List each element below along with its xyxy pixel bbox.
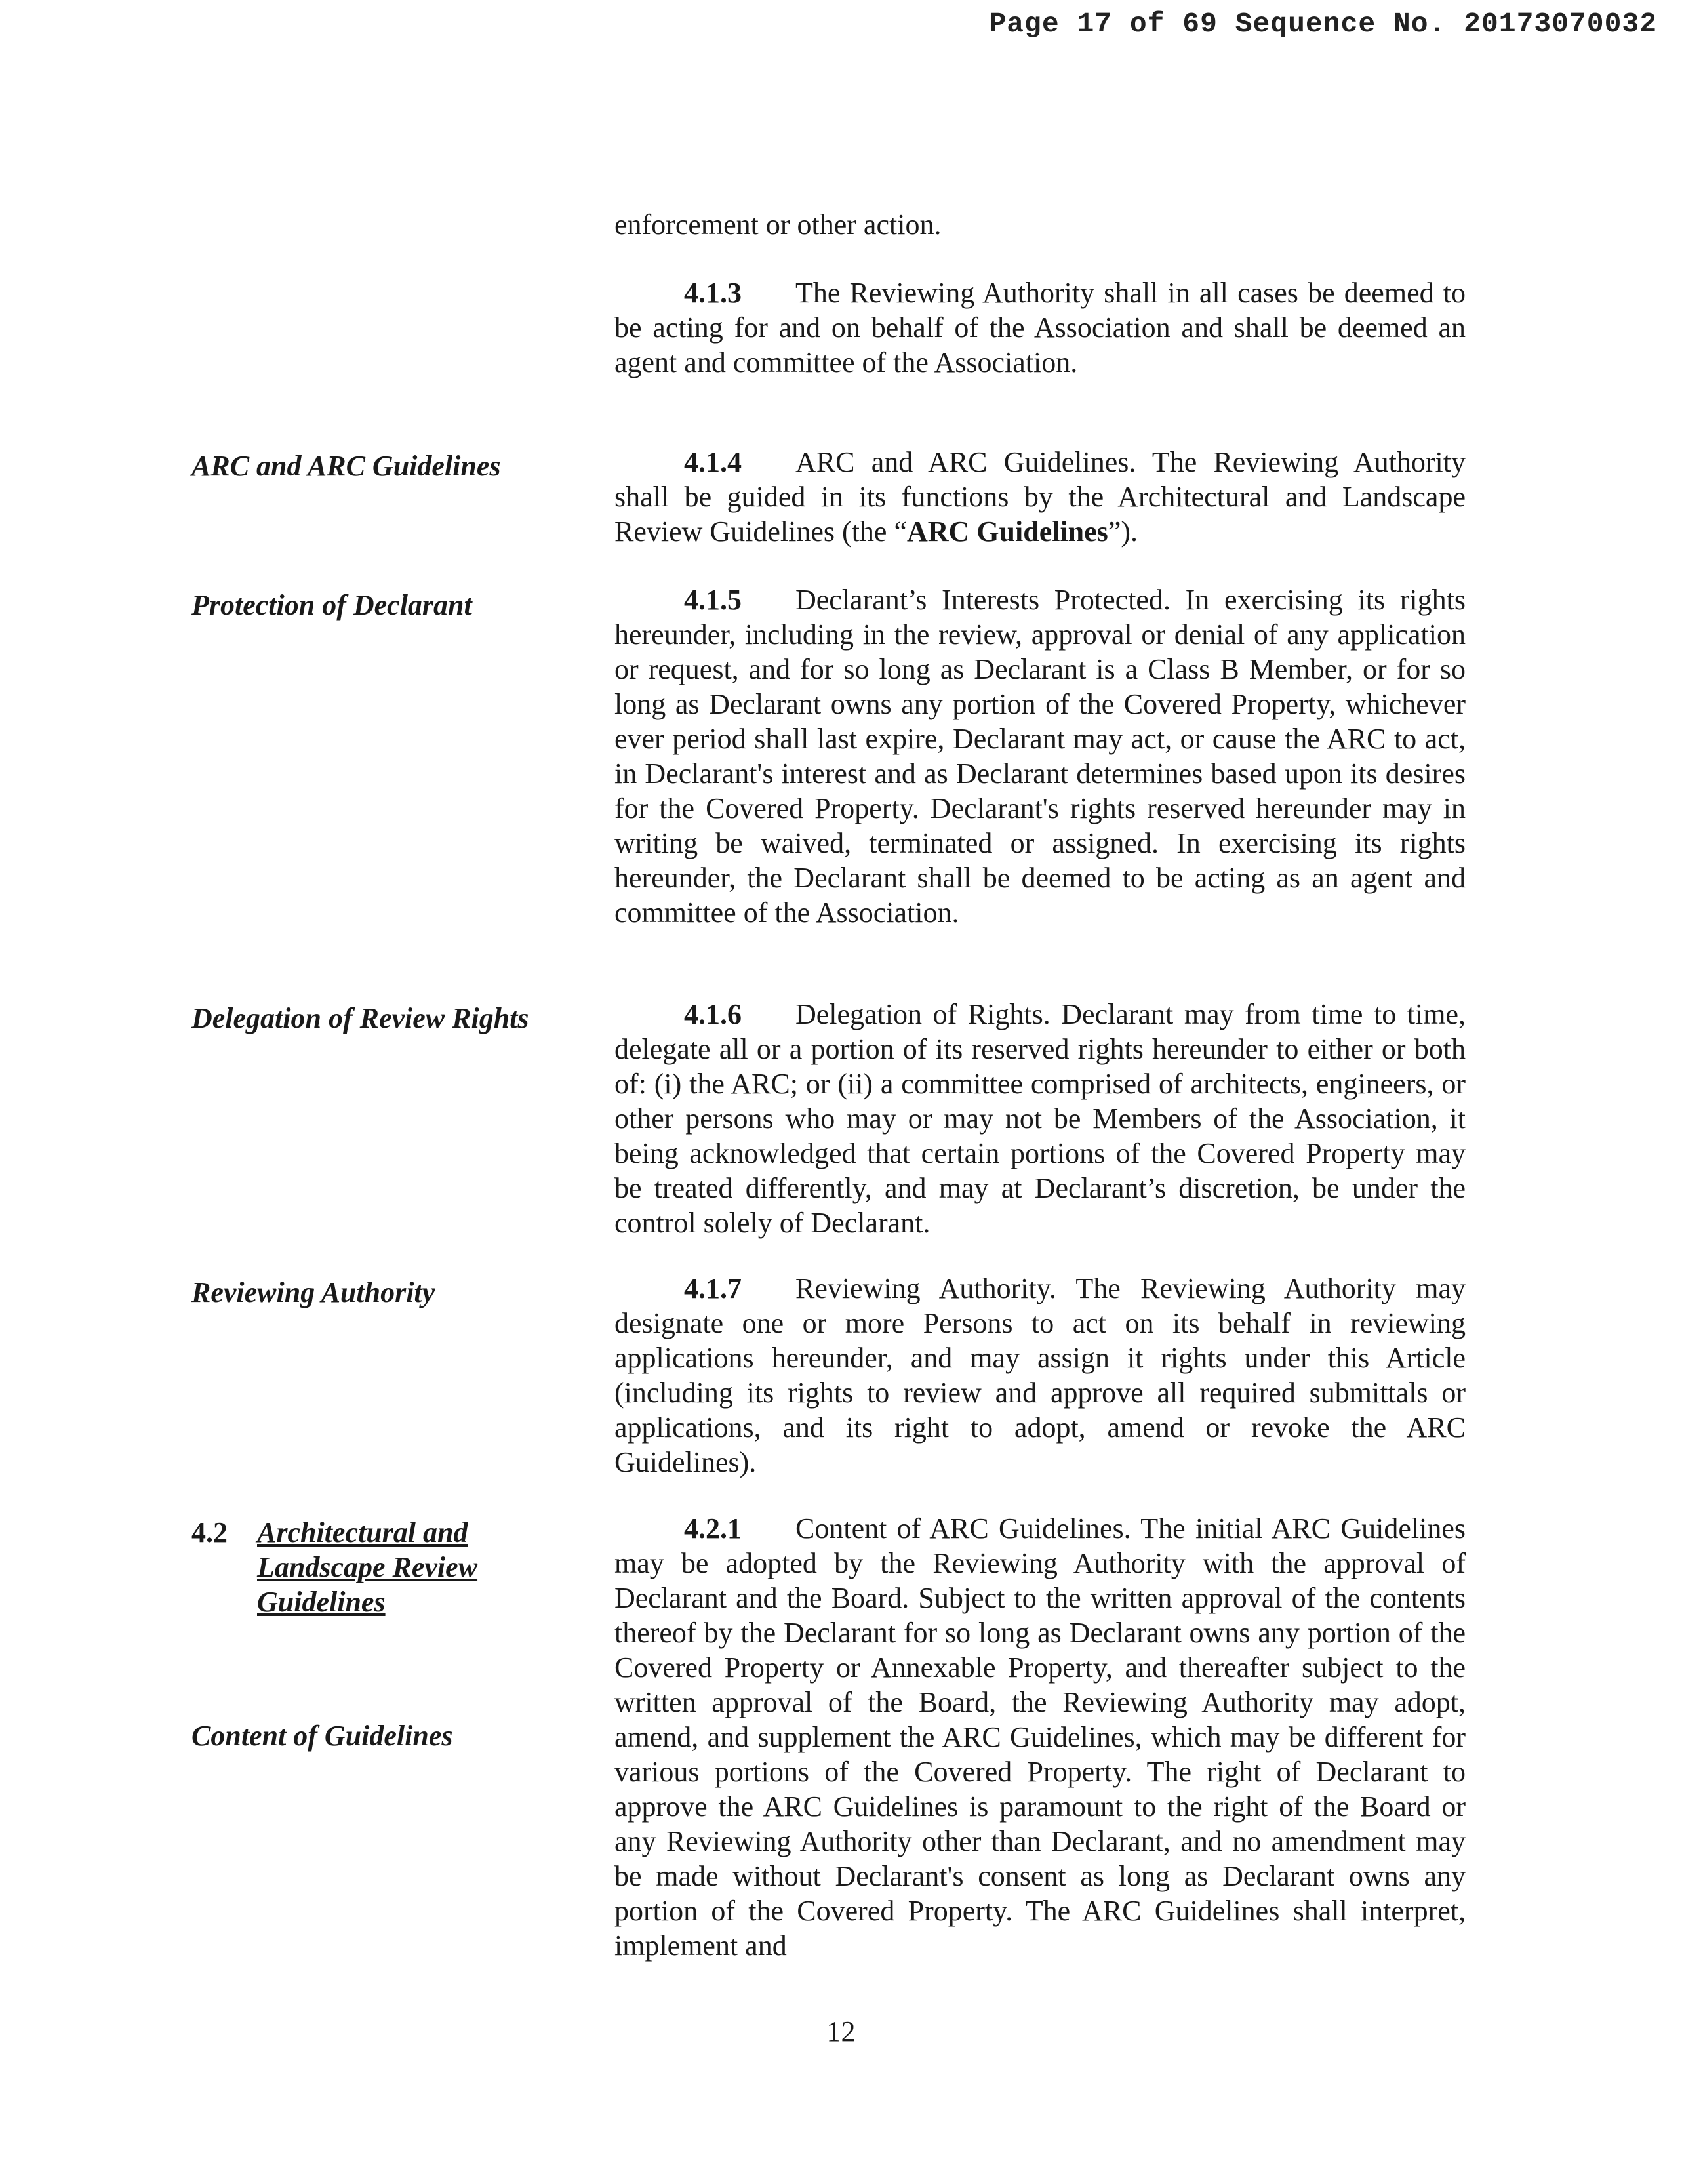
section-text: The Reviewing Authority shall in all cases be deemed to be acting for and on behalf of the Association and shall be deemed an agent and committee of the Association.	[614, 277, 1466, 378]
section-number: 4.1.6	[684, 998, 742, 1030]
section-4-2-heading	[191, 1515, 559, 1619]
side-heading-arc-guidelines: ARC and ARC Guidelines	[191, 450, 501, 482]
section-number: 4.1.7	[684, 1272, 742, 1304]
section-4-2-title-line-3: Guidelines	[257, 1586, 386, 1618]
page-number: 12	[826, 2015, 856, 2048]
section-text: Declarant’s Interests Protected. In exercising its rights hereunder, including in the review, approval or denial of any application or request, and for so long as Declarant is a Class B Member, or for so long as Declarant owns any portion of the Covered Property, whichever ever period shall last expire, Declarant may act, or cause the ARC to act, in Declarant's interest and as Declarant determines based upon its desires for the Covered Property. Declarant's rights reserved hereunder may in writing be waived, terminated or assigned. In exercising its rights hereunder, the Declarant shall be deemed to be acting as an agent and committee of the Association.	[614, 584, 1466, 929]
side-heading-content: Content of Guidelines	[191, 1720, 453, 1752]
section-text-end: ”).	[1108, 516, 1138, 548]
section-4-1-5	[614, 582, 1466, 930]
continuation-paragraph	[614, 207, 1466, 242]
section-text: Content of ARC Guidelines. The initial ARC Guidelines may be adopted by the Reviewing Authority with the approval of Declarant and the Board. Subject to the written approval of the contents thereof by the Declarant for so long as Declarant owns any portion of the Covered Property or Annexable Property, and thereafter subject to the written approval of the Board, the Reviewing Authority may adopt, amend, and supplement the ARC Guidelines, which may be different for various portions of the Covered Property. The right of Declarant to approve the ARC Guidelines is paramount to the right of the Board or any Reviewing Authority other than Declarant, and no amendment may be made without Declarant's consent as long as Declarant owns any portion of the Covered Property. The ARC Guidelines shall interpret, implement and	[614, 1512, 1466, 1962]
section-4-1-5-paragraph	[614, 582, 1466, 930]
side-heading-protection: Protection of Declarant	[191, 589, 472, 621]
side-heading-reviewing-authority: Reviewing Authority	[191, 1276, 435, 1308]
section-text: Delegation of Rights. Declarant may from time to time, delegate all or a portion of its reserved rights hereunder to either or both of: (i) the ARC; or (ii) a committee comprised of architects, engineers, or other persons who may or may not be Members of the Association, it being acknowledged that certain portions of the Covered Property may be treated differently, and may at Declarant’s discretion, be under the control solely of Declarant.	[614, 998, 1466, 1239]
page-sequence-stamp: Page 17 of 69 Sequence No. 20173070032	[989, 8, 1657, 40]
side-heading-delegation: Delegation of Review Rights	[191, 1002, 529, 1034]
section-4-2-number: 4.2	[191, 1516, 228, 1548]
section-text: Reviewing Authority. The Reviewing Authority may designate one or more Persons to act on its behalf in reviewing applications hereunder, and may assign it rights under this Article (including its rights to review and approve all required submittals or applications, and its right to adopt, amend or revoke the ARC Guidelines).	[614, 1272, 1466, 1478]
section-4-1-6-paragraph	[614, 997, 1466, 1240]
section-4-1-6	[614, 997, 1466, 1240]
section-number: 4.2.1	[684, 1512, 742, 1545]
section-4-1-7	[614, 1271, 1466, 1480]
defined-term: ARC Guidelines	[906, 516, 1108, 548]
section-number: 4.1.5	[684, 584, 742, 616]
section-number: 4.1.3	[684, 277, 742, 309]
continuation-text: enforcement or other action.	[614, 209, 942, 241]
section-4-1-3	[614, 275, 1466, 380]
section-4-2-title-line-1: Architectural and	[257, 1516, 468, 1548]
section-4-1-3-paragraph	[614, 275, 1466, 380]
section-4-1-4	[614, 445, 1466, 549]
section-4-2-title	[257, 1515, 477, 1619]
section-4-2-1-paragraph	[614, 1511, 1466, 1963]
section-number: 4.1.4	[684, 446, 742, 478]
section-4-1-4-paragraph	[614, 445, 1466, 549]
section-4-1-7-paragraph	[614, 1271, 1466, 1480]
section-4-2-1	[614, 1511, 1466, 1963]
section-text: ARC and ARC Guidelines. The Reviewing Authority shall be guided in its functions by the Architectural and Landscape Review Guidelines (the “	[614, 446, 1466, 548]
section-4-2-title-line-2: Landscape Review	[257, 1551, 478, 1583]
